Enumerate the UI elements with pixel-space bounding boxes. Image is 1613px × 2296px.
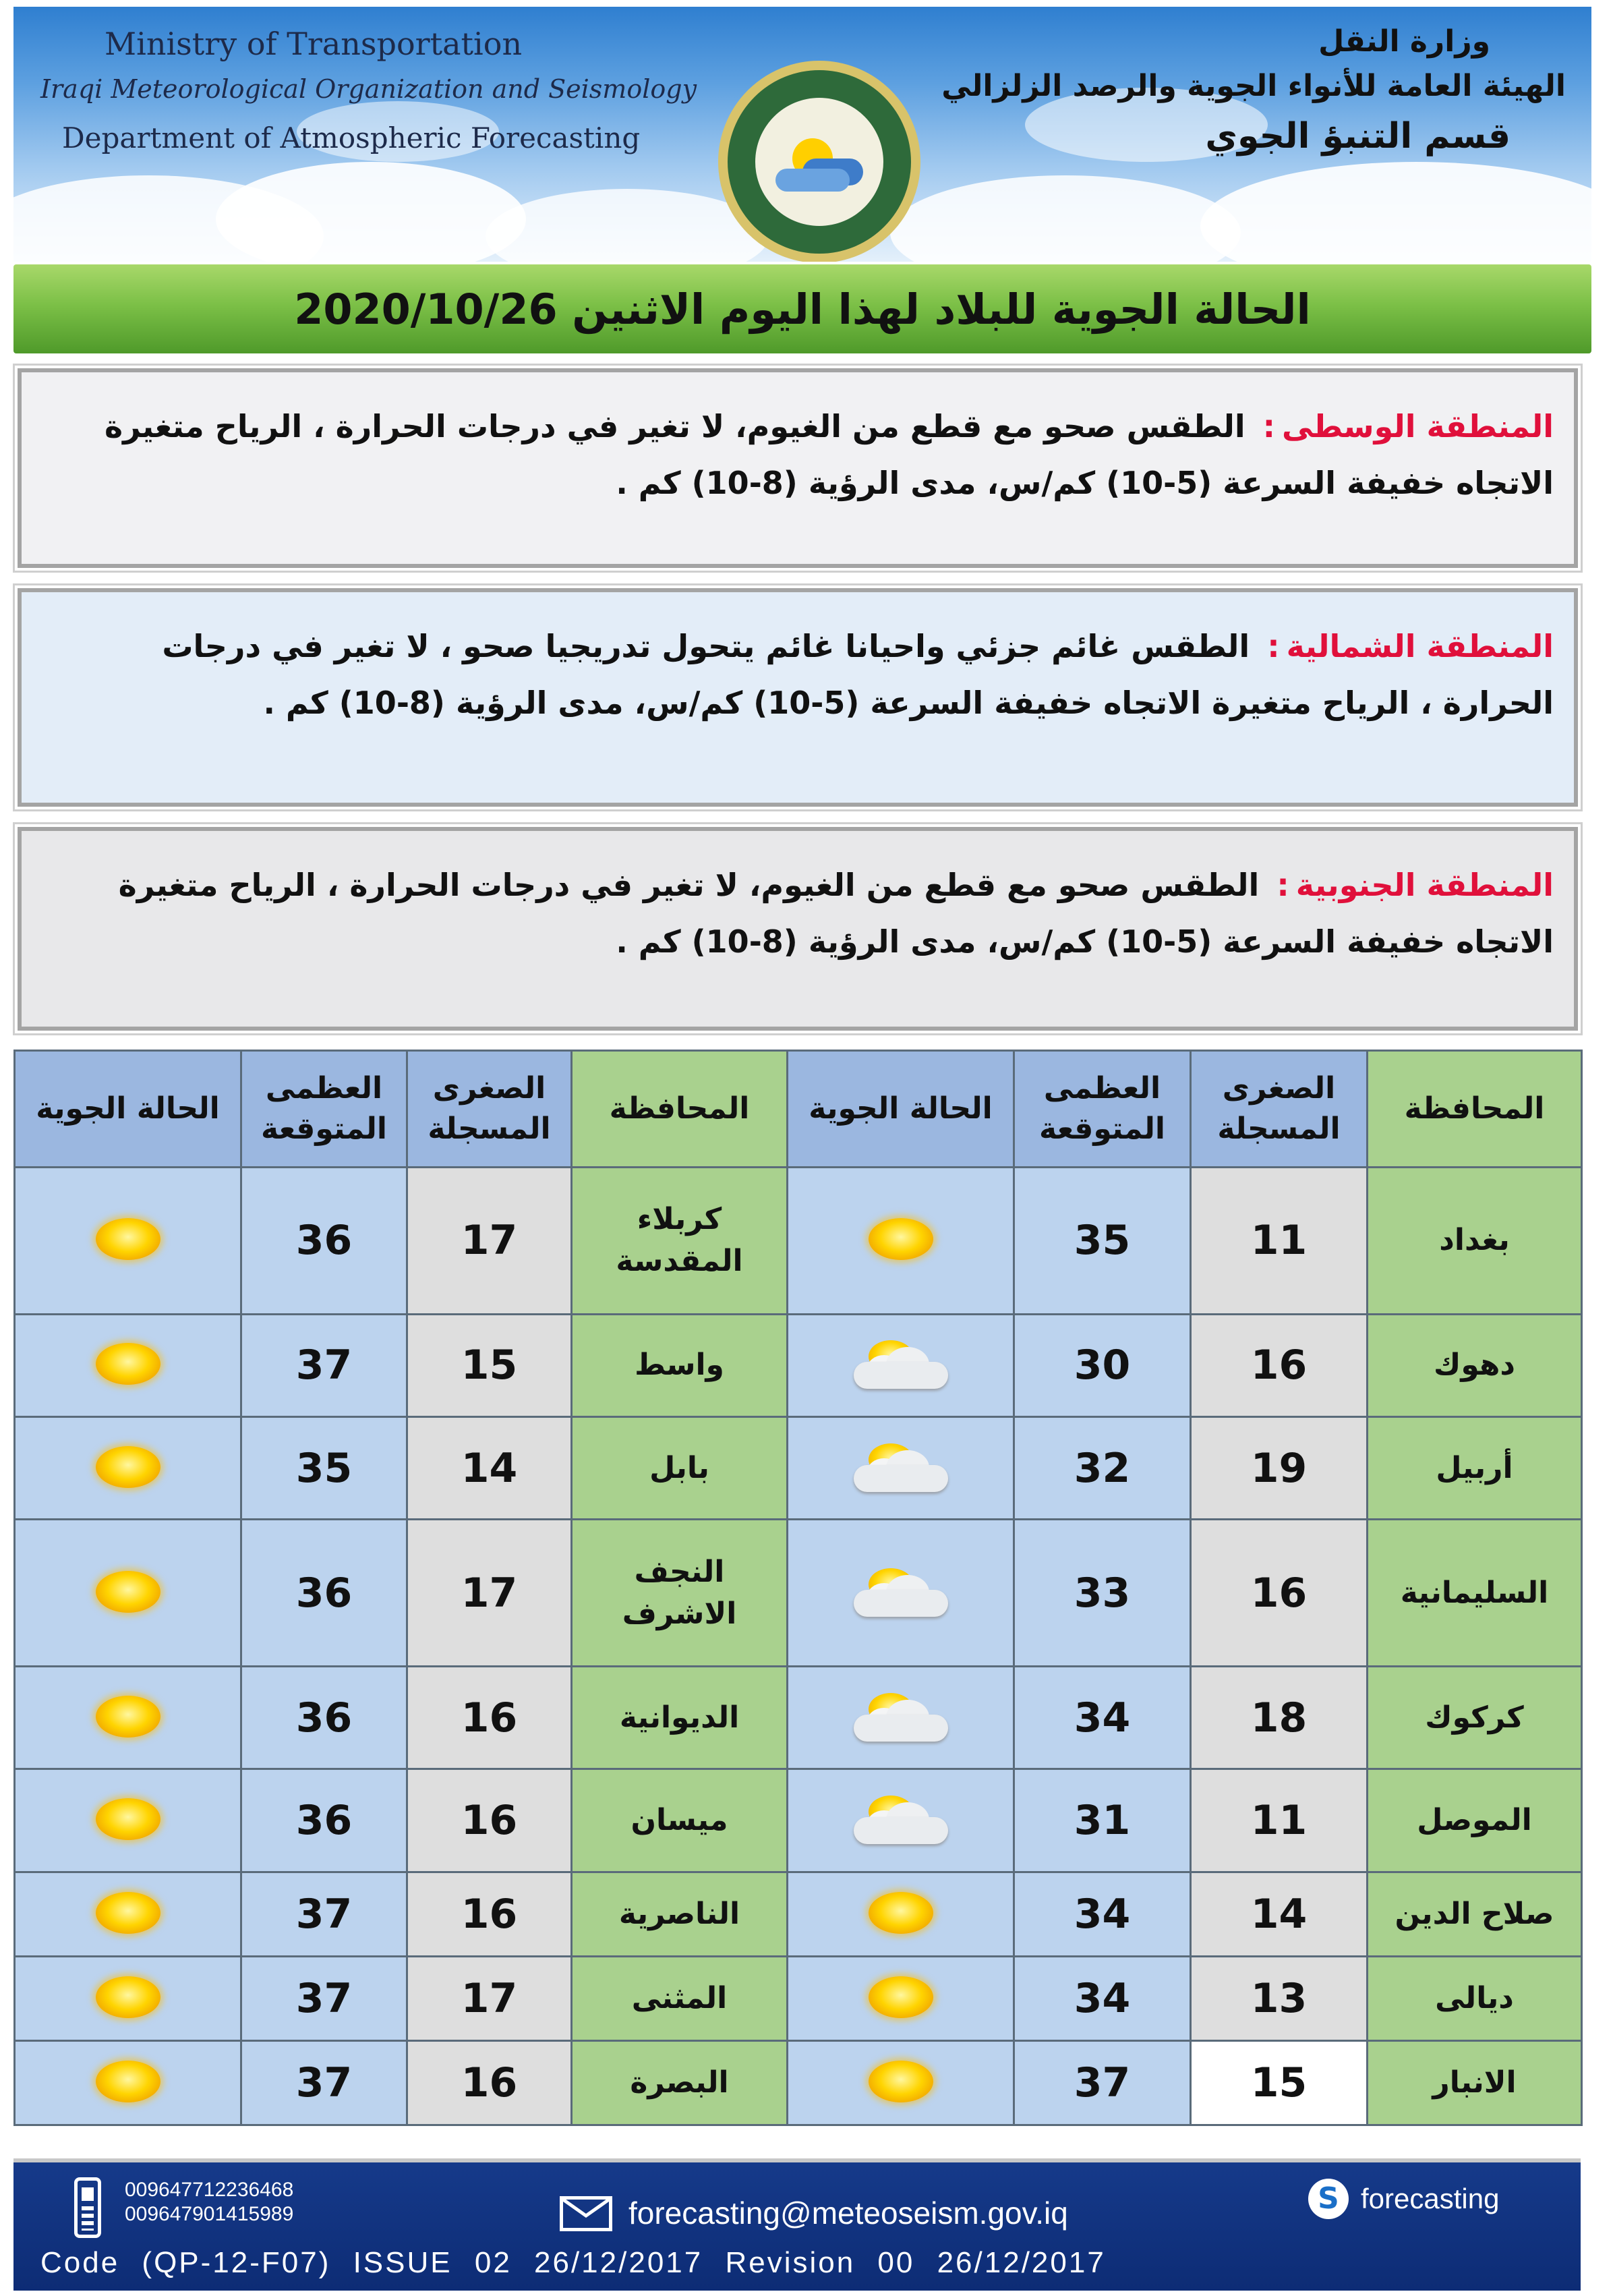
left-condition-cell <box>15 1416 241 1519</box>
table-header-row <box>15 1051 1582 1168</box>
right-min-temp: 11 <box>1191 1168 1368 1315</box>
table-row <box>15 1769 1582 1872</box>
table-row <box>15 1520 1582 1667</box>
left-max-temp: 37 <box>241 1872 407 1956</box>
header-min-right: الصغرى المسجلة <box>1191 1051 1368 1168</box>
right-max-temp: 32 <box>1014 1416 1191 1519</box>
table-row <box>15 1872 1582 1956</box>
right-max-temp: 35 <box>1014 1168 1191 1315</box>
footer <box>13 2158 1581 2291</box>
ministry-ar: وزارة النقل <box>1318 24 1490 59</box>
dept-ar: قسم التنبؤ الجوي <box>1205 116 1511 156</box>
header-min-left: الصغرى المسجلة <box>407 1051 572 1168</box>
left-condition-cell <box>15 1520 241 1667</box>
region-south: المنطقة الجنوبية: الطقس صحو مع قطع من الغيوم، لا تغير في درجات الحرارة ، الرياح متغيرة الاتجاه خفيفة السرعة (5-10) كم/س، مدى الرؤية (8-10) كم . <box>18 827 1578 1031</box>
right-condition-cell <box>788 2040 1014 2125</box>
region-north-name: المنطقة الشمالية <box>1286 628 1554 664</box>
left-province: المثنى <box>572 1956 788 2040</box>
partly-cloudy-icon <box>847 1564 955 1619</box>
right-province: صلاح الدين <box>1368 1872 1582 1956</box>
right-condition-cell <box>788 1666 1014 1769</box>
sun-icon <box>869 1892 933 1934</box>
header-province-right: المحافظة <box>1368 1051 1582 1168</box>
email-icon <box>560 2196 612 2231</box>
right-province: الانبار <box>1368 2040 1582 2125</box>
sun-icon <box>96 1343 160 1385</box>
organization-logo <box>718 61 920 262</box>
table-row <box>15 1666 1582 1769</box>
left-province: بابل <box>572 1416 788 1519</box>
header-province-left: المحافظة <box>572 1051 788 1168</box>
left-condition-cell <box>15 1956 241 2040</box>
left-condition-cell <box>15 1314 241 1416</box>
phone-number-2: 009647901415989 <box>125 2203 294 2225</box>
left-max-temp: 37 <box>241 1314 407 1416</box>
left-min-temp: 16 <box>407 1872 572 1956</box>
right-max-temp: 34 <box>1014 1666 1191 1769</box>
left-province: النجف الاشرف <box>572 1520 788 1667</box>
region-south-name: المنطقة الجنوبية <box>1295 867 1554 903</box>
header-condition-left: الحالة الجوية <box>15 1051 241 1168</box>
document-code: Code (QP-12-F07) ISSUE 02 26/12/2017 Revision 00 26/12/2017 <box>40 2246 1106 2279</box>
table-body <box>15 1168 1582 2125</box>
right-min-temp: 15 <box>1191 2040 1368 2125</box>
right-province: كركوك <box>1368 1666 1582 1769</box>
left-max-temp: 36 <box>241 1168 407 1315</box>
partly-cloudy-icon <box>847 1439 955 1495</box>
right-province: دهوك <box>1368 1314 1582 1416</box>
left-province: البصرة <box>572 2040 788 2125</box>
org-en: Iraqi Meteorological Organization and Seismology <box>40 74 697 104</box>
region-north-text: الطقس غائم جزئي واحيانا غائم يتحول تدريجيا صحو ، لا تغير في درجات الحرارة ، الرياح متغيرة الاتجاه خفيفة السرعة (5-10) كم/س، مدى الرؤية (8-10) كم . <box>162 628 1554 721</box>
right-condition-cell <box>788 1520 1014 1667</box>
left-max-temp: 36 <box>241 1520 407 1667</box>
right-province: الموصل <box>1368 1769 1582 1872</box>
right-condition-cell <box>788 1168 1014 1315</box>
right-condition-cell <box>788 1314 1014 1416</box>
right-max-temp: 34 <box>1014 1956 1191 2040</box>
region-central-name: المنطقة الوسطى <box>1282 408 1554 444</box>
ministry-en: Ministry of Transportation <box>105 26 523 62</box>
region-south-text: الطقس صحو مع قطع من الغيوم، لا تغير في درجات الحرارة ، الرياح متغيرة الاتجاه خفيفة السرعة (5-10) كم/س، مدى الرؤية (8-10) كم . <box>118 867 1554 960</box>
header-max-right: العظمى المتوقعة <box>1014 1051 1191 1168</box>
header-max-left: العظمى المتوقعة <box>241 1051 407 1168</box>
sun-icon <box>96 1798 160 1840</box>
table-row <box>15 2040 1582 2125</box>
right-min-temp: 18 <box>1191 1666 1368 1769</box>
right-condition-cell <box>788 1416 1014 1519</box>
table-row <box>15 1416 1582 1519</box>
left-min-temp: 17 <box>407 1520 572 1667</box>
right-max-temp: 30 <box>1014 1314 1191 1416</box>
phone-number-1: 009647712236468 <box>125 2179 294 2201</box>
right-max-temp: 33 <box>1014 1520 1191 1667</box>
sun-icon <box>96 1571 160 1613</box>
weather-table <box>13 1050 1583 2126</box>
left-province: ميسان <box>572 1769 788 1872</box>
sun-icon <box>96 2061 160 2102</box>
left-max-temp: 36 <box>241 1769 407 1872</box>
left-max-temp: 36 <box>241 1666 407 1769</box>
left-condition-cell <box>15 1666 241 1769</box>
right-max-temp: 34 <box>1014 1872 1191 1956</box>
right-min-temp: 13 <box>1191 1956 1368 2040</box>
left-min-temp: 16 <box>407 1769 572 1872</box>
left-min-temp: 17 <box>407 1168 572 1315</box>
forecast-title: الحالة الجوية للبلاد لهذا اليوم الاثنين 2020/10/26 <box>294 284 1311 334</box>
left-max-temp: 37 <box>241 1956 407 2040</box>
header-banner <box>13 7 1591 262</box>
right-min-temp: 16 <box>1191 1314 1368 1416</box>
right-province: السليمانية <box>1368 1520 1582 1667</box>
right-condition-cell <box>788 1769 1014 1872</box>
sun-icon <box>96 1218 160 1260</box>
left-condition-cell <box>15 2040 241 2125</box>
header-condition-right: الحالة الجوية <box>788 1051 1014 1168</box>
right-condition-cell <box>788 1872 1014 1956</box>
left-min-temp: 16 <box>407 1666 572 1769</box>
partly-cloudy-icon <box>847 1336 955 1391</box>
right-min-temp: 14 <box>1191 1872 1368 1956</box>
sun-icon <box>96 1892 160 1934</box>
sun-icon <box>869 1976 933 2018</box>
left-max-temp: 35 <box>241 1416 407 1519</box>
left-min-temp: 15 <box>407 1314 572 1416</box>
right-province: أربيل <box>1368 1416 1582 1519</box>
skype-icon: S <box>1308 2179 1349 2219</box>
left-condition-cell <box>15 1168 241 1315</box>
table-row <box>15 1314 1582 1416</box>
right-min-temp: 19 <box>1191 1416 1368 1519</box>
sun-icon <box>96 1976 160 2018</box>
right-province: بغداد <box>1368 1168 1582 1315</box>
partly-cloudy-icon <box>847 1689 955 1744</box>
sun-icon <box>96 1446 160 1488</box>
region-north: المنطقة الشمالية: الطقس غائم جزئي واحيانا غائم يتحول تدريجيا صحو ، لا تغير في درجات الحرارة ، الرياح متغيرة الاتجاه خفيفة السرعة (5-10) كم/س، مدى الرؤية (8-10) كم . <box>18 588 1578 807</box>
table-row <box>15 1168 1582 1315</box>
sun-icon <box>96 1696 160 1738</box>
skype-name: forecasting <box>1361 2183 1500 2214</box>
sun-icon <box>869 1218 933 1260</box>
sun-icon <box>869 2061 933 2102</box>
left-min-temp: 14 <box>407 1416 572 1519</box>
email-address[interactable]: forecasting@meteoseism.gov.iq <box>628 2195 1068 2231</box>
region-central: المنطقة الوسطى: الطقس صحو مع قطع من الغيوم، لا تغير في درجات الحرارة ، الرياح متغيرة الاتجاه خفيفة السرعة (5-10) كم/س، مدى الرؤية (8-10) كم . <box>18 368 1578 568</box>
left-min-temp: 17 <box>407 1956 572 2040</box>
left-province: الديوانية <box>572 1666 788 1769</box>
right-min-temp: 11 <box>1191 1769 1368 1872</box>
region-central-text: الطقس صحو مع قطع من الغيوم، لا تغير في درجات الحرارة ، الرياح متغيرة الاتجاه خفيفة السرعة (5-10) كم/س، مدى الرؤية (8-10) كم . <box>104 408 1554 501</box>
forecast-title-bar <box>13 264 1591 353</box>
phone-icon <box>74 2177 101 2238</box>
left-province: كربلاء المقدسة <box>572 1168 788 1315</box>
table-row <box>15 1956 1582 2040</box>
org-ar: الهيئة العامة للأنواء الجوية والرصد الزلزالي <box>941 69 1566 103</box>
left-province: الناصرية <box>572 1872 788 1956</box>
right-max-temp: 37 <box>1014 2040 1191 2125</box>
right-max-temp: 31 <box>1014 1769 1191 1872</box>
right-min-temp: 16 <box>1191 1520 1368 1667</box>
right-condition-cell <box>788 1956 1014 2040</box>
partly-cloudy-icon <box>847 1791 955 1847</box>
left-condition-cell <box>15 1769 241 1872</box>
right-province: ديالى <box>1368 1956 1582 2040</box>
left-max-temp: 37 <box>241 2040 407 2125</box>
left-condition-cell <box>15 1872 241 1956</box>
left-min-temp: 16 <box>407 2040 572 2125</box>
left-province: واسط <box>572 1314 788 1416</box>
dept-en: Department of Atmospheric Forecasting <box>62 121 641 154</box>
